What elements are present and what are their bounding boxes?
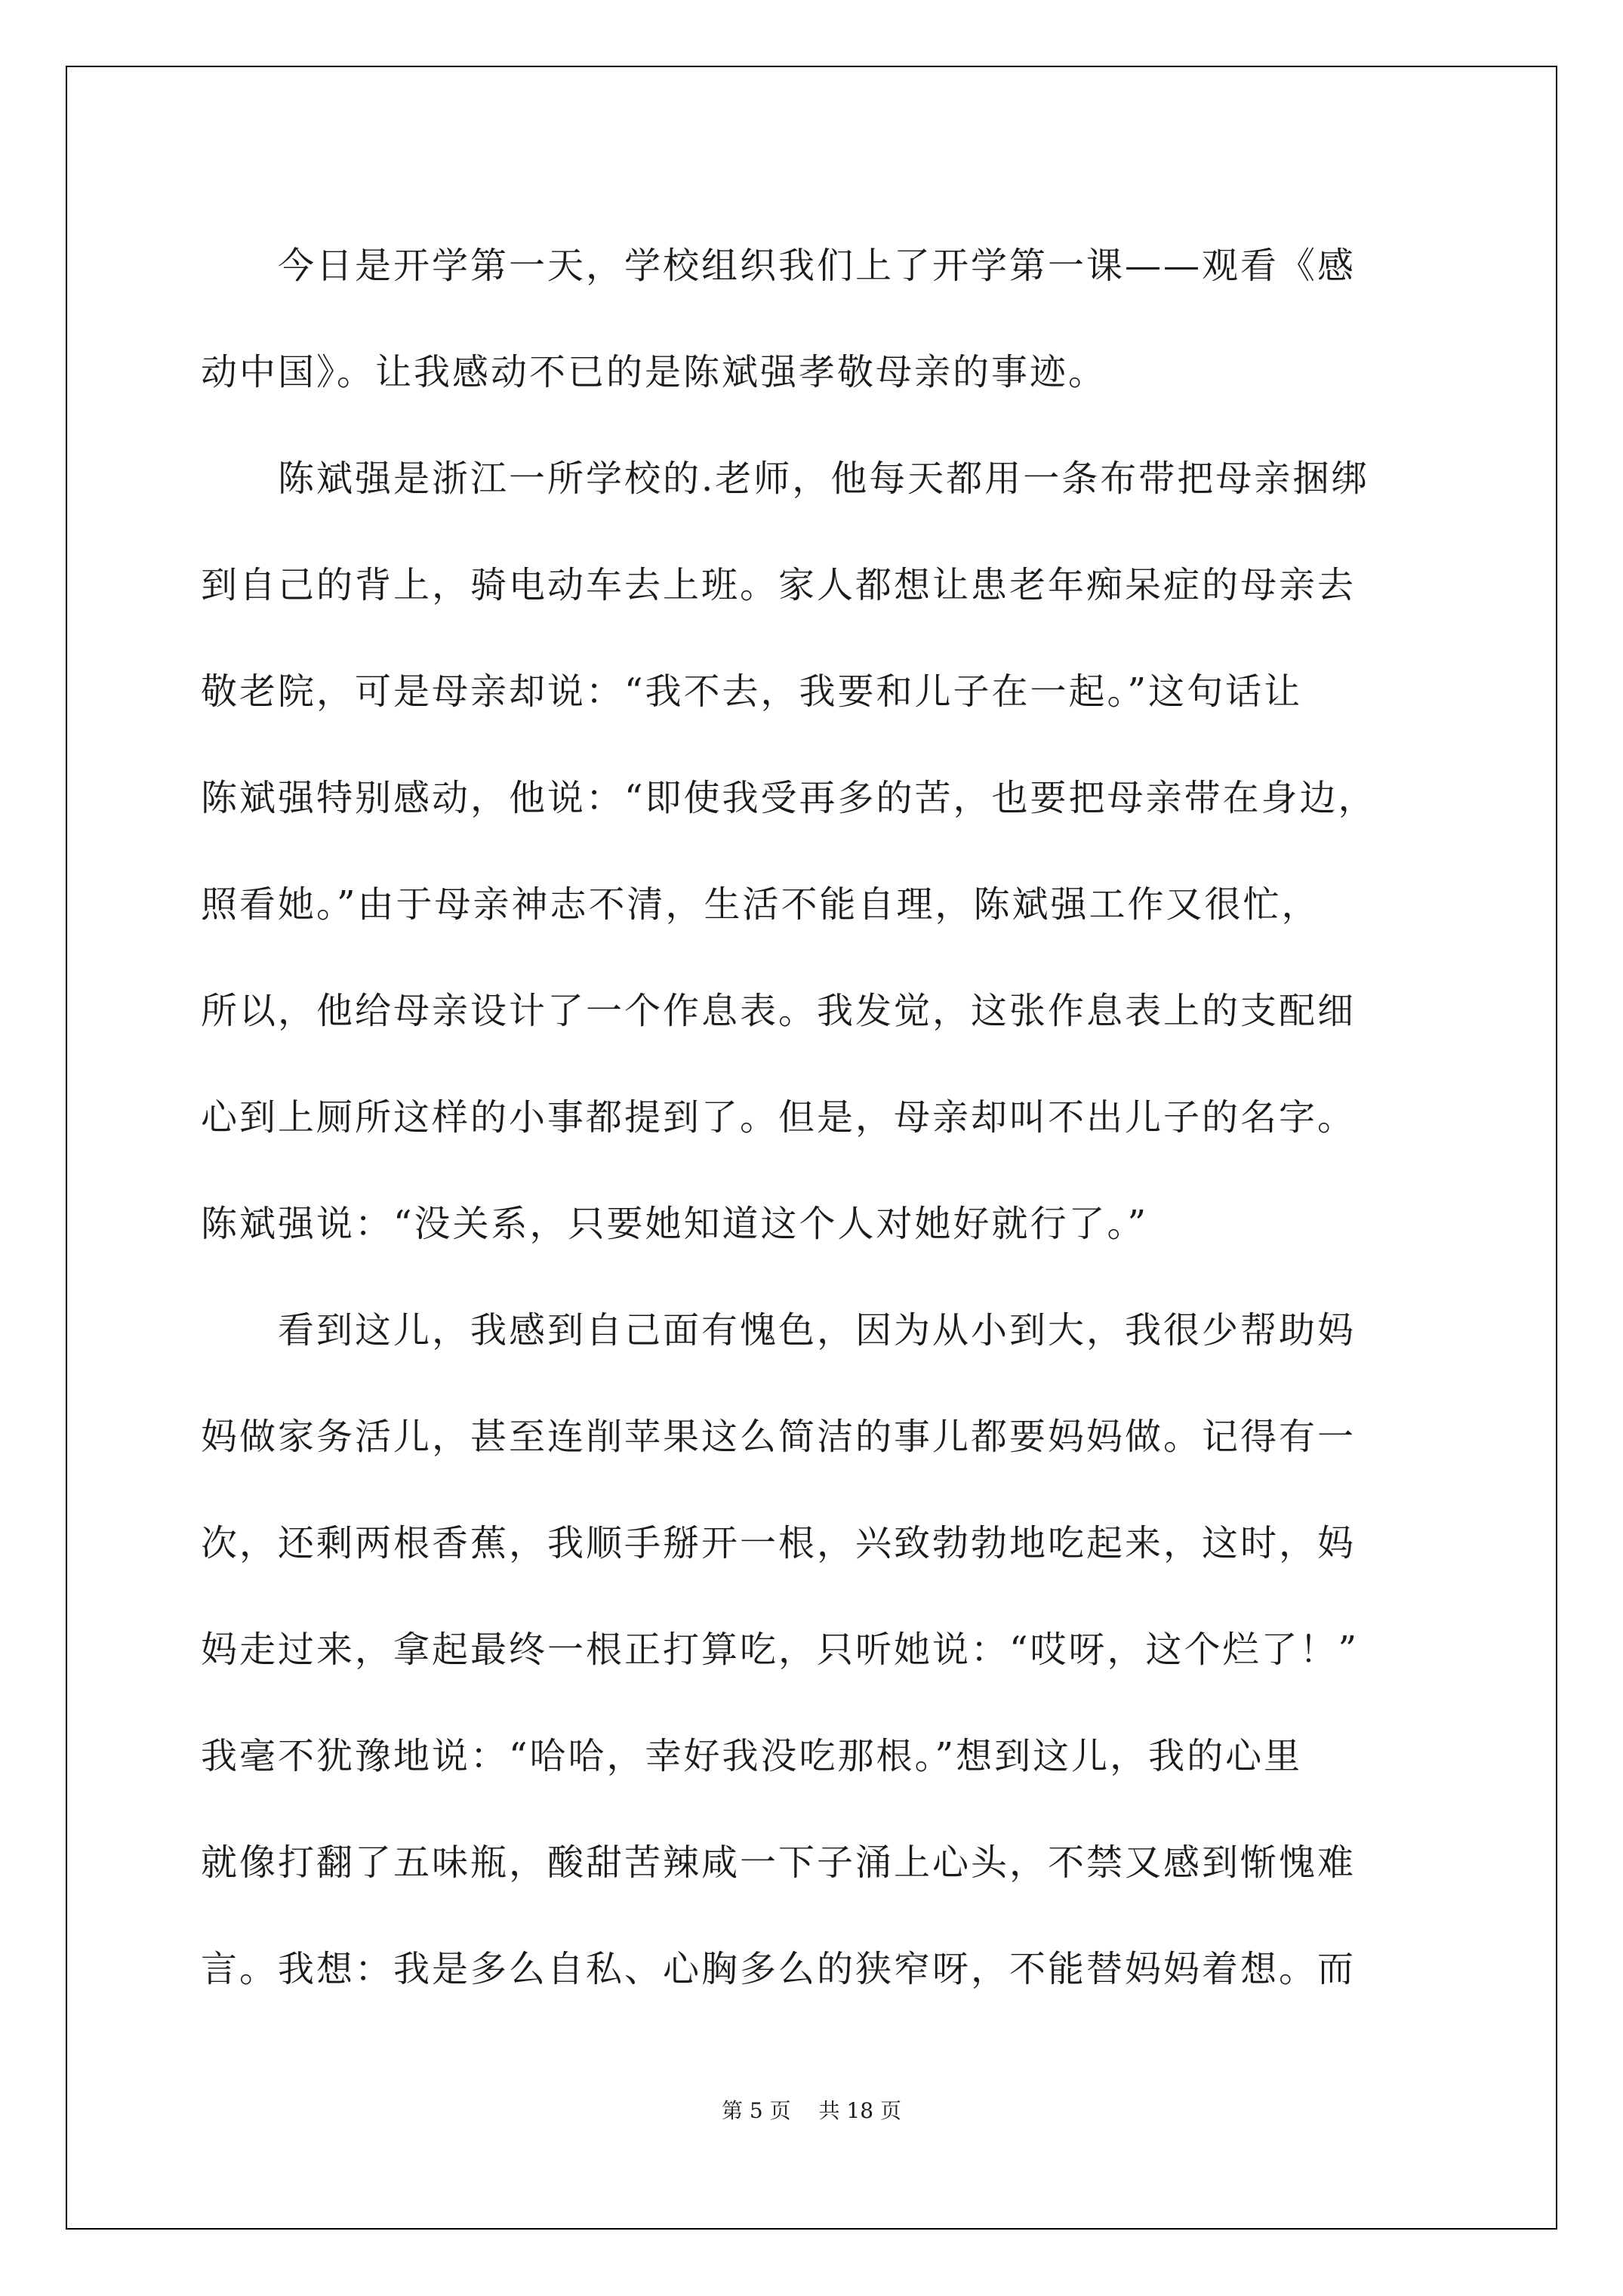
text-line: 妈走过来，拿起最终一根正打算吃，只听她说：“哎呀，这个烂了！” bbox=[201, 1629, 1360, 1671]
text-line: 就像打翻了五味瓶，酸甜苦辣咸一下子涌上心头，不禁又感到惭愧难 bbox=[201, 1841, 1357, 1884]
text-line: 所以，他给母亲设计了一个作息表。我发觉，这张作息表上的支配细 bbox=[201, 990, 1357, 1032]
text-line: 照看她。”由于母亲神志不清，生活不能自理，陈斌强工作又很忙， bbox=[201, 883, 1320, 926]
text-line: 次，还剩两根香蕉，我顺手掰开一根，兴致勃勃地吃起来，这时，妈 bbox=[201, 1522, 1357, 1564]
document-body bbox=[201, 213, 1431, 2023]
text-line: 妈做家务活儿，甚至连削苹果这么简洁的事儿都要妈妈做。记得有一 bbox=[201, 1416, 1357, 1458]
text-line: 动中国》。让我感动不已的是陈斌强孝敬母亲的事迹。 bbox=[201, 351, 1107, 393]
text-line: 敬老院，可是母亲却说：“我不去，我要和儿子在一起。”这句话让 bbox=[201, 670, 1303, 713]
text-line: 言。我想：我是多么自私、心胸多么的狭窄呀，不能替妈妈着想。而 bbox=[201, 1948, 1357, 1990]
text-line: 看到这儿，我感到自己面有愧色，因为从小到大，我很少帮助妈 bbox=[201, 1309, 1357, 1351]
text-line: 到自己的背上，骑电动车去上班。家人都想让患老年痴呆症的母亲去 bbox=[201, 564, 1357, 606]
text-line: 我毫不犹豫地说：“哈哈，幸好我没吃那根。”想到这儿，我的心里 bbox=[201, 1735, 1303, 1777]
text-line: 陈斌强特别感动，他说：“即使我受再多的苦，也要把母亲带在身边， bbox=[201, 777, 1377, 819]
text-line: 今日是开学第一天，学校组织我们上了开学第一课——观看《感 bbox=[201, 245, 1357, 287]
text-line: 陈斌强是浙江一所学校的.老师，他每天都用一条布带把母亲捆绑 bbox=[201, 458, 1370, 500]
text-line: 陈斌强说：“没关系，只要她知道这个人对她好就行了。” bbox=[201, 1203, 1149, 1245]
text-line: 心到上厕所这样的小事都提到了。但是，母亲却叫不出儿子的名字。 bbox=[201, 1096, 1357, 1139]
page-footer bbox=[0, 2096, 1623, 2126]
page-number: 第 5 页 共 18 页 bbox=[722, 2098, 901, 2123]
